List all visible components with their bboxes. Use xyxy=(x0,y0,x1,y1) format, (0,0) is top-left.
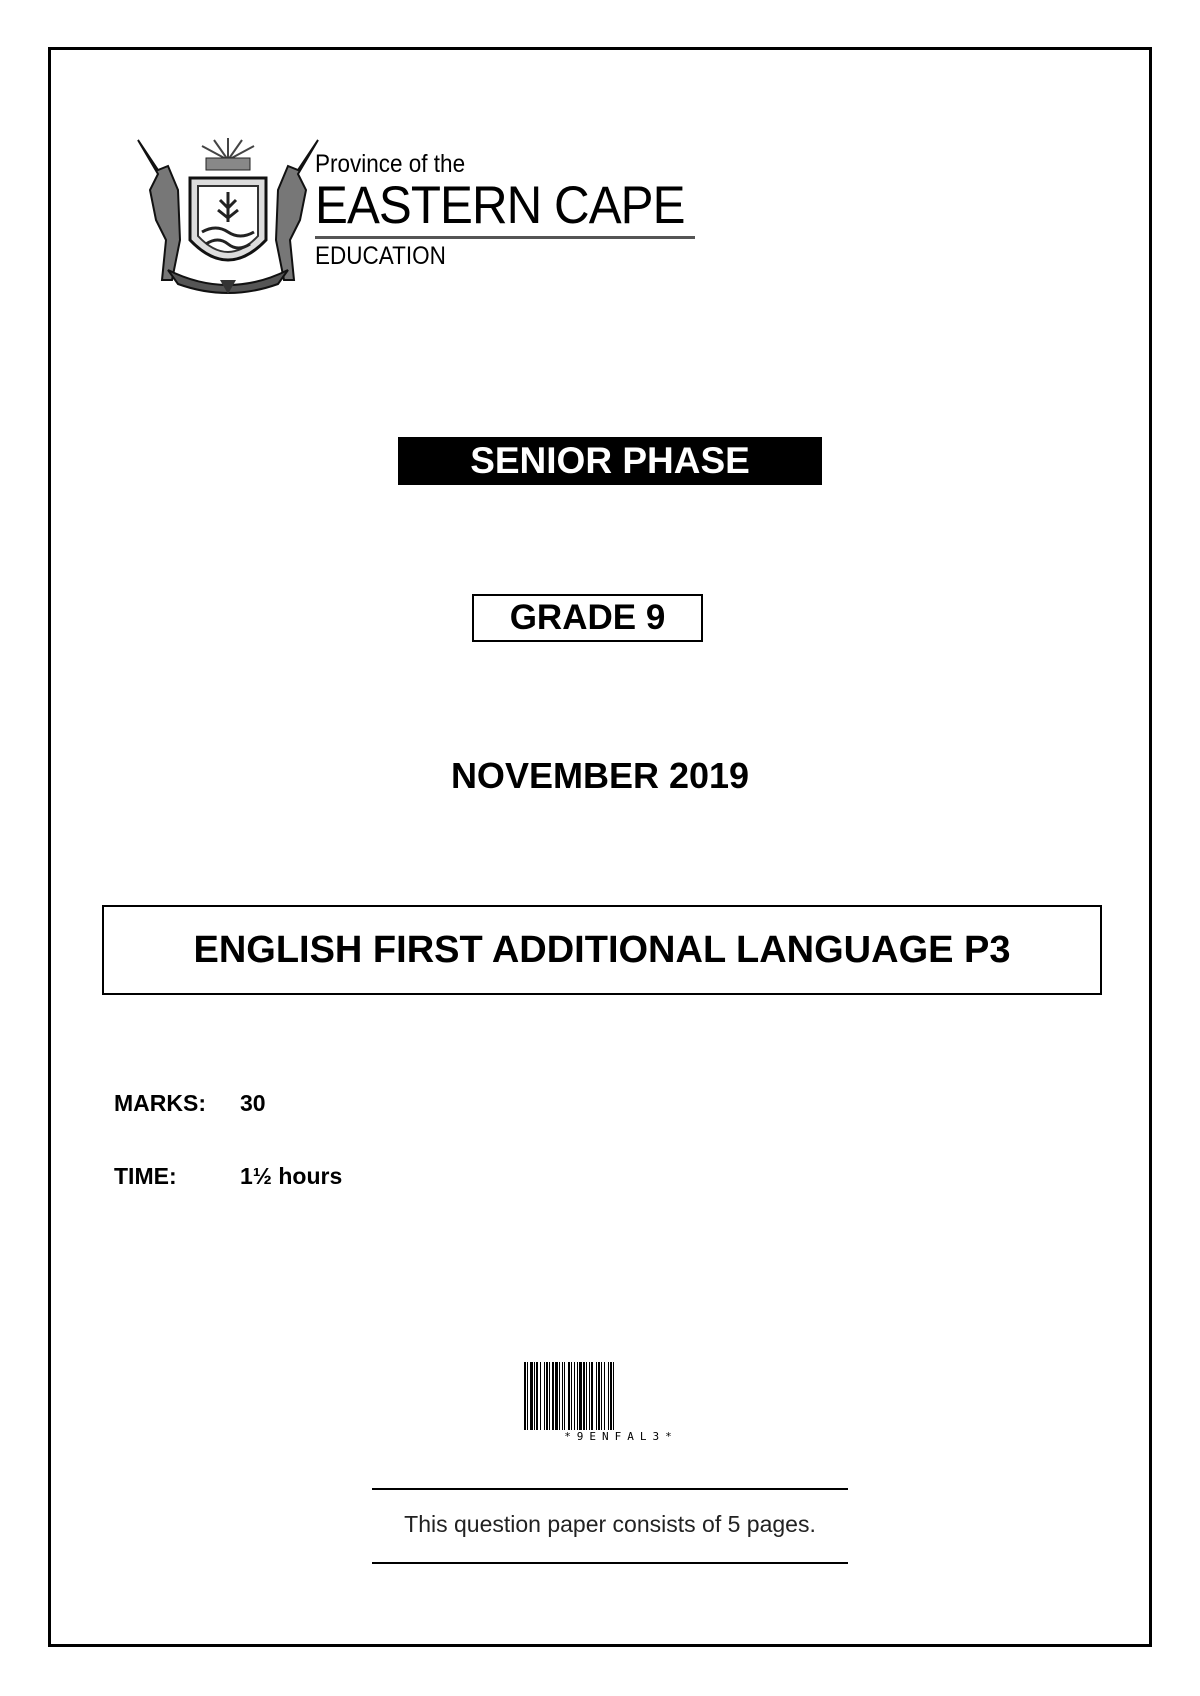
marks-value: 30 xyxy=(240,1090,266,1116)
time-value: 1½ hours xyxy=(240,1163,343,1189)
logo-education-text: EDUCATION xyxy=(315,242,446,270)
phase-banner: SENIOR PHASE xyxy=(398,437,822,485)
exam-date: NOVEMBER 2019 xyxy=(450,755,750,796)
grade-box: GRADE 9 xyxy=(472,594,703,642)
marks-label: MARKS: xyxy=(114,1090,206,1116)
page-count-note: This question paper consists of 5 pages. xyxy=(404,1511,816,1537)
logo-wordmark xyxy=(315,150,712,271)
barcode-text: *9ENFAL3* xyxy=(564,1430,678,1443)
barcode xyxy=(524,1362,718,1430)
logo-divider xyxy=(315,236,695,239)
marks-row xyxy=(114,1090,266,1117)
logo-province-text: Province of the xyxy=(315,150,466,178)
footer-rule-bottom xyxy=(372,1562,848,1564)
logo-eastern-cape-text: EASTERN CAPE xyxy=(315,176,685,235)
coat-of-arms-logo xyxy=(128,130,328,295)
time-row xyxy=(114,1163,342,1190)
footer-rule-top xyxy=(372,1488,848,1490)
time-label: TIME: xyxy=(114,1163,177,1189)
subject-title-box: ENGLISH FIRST ADDITIONAL LANGUAGE P3 xyxy=(102,905,1102,995)
